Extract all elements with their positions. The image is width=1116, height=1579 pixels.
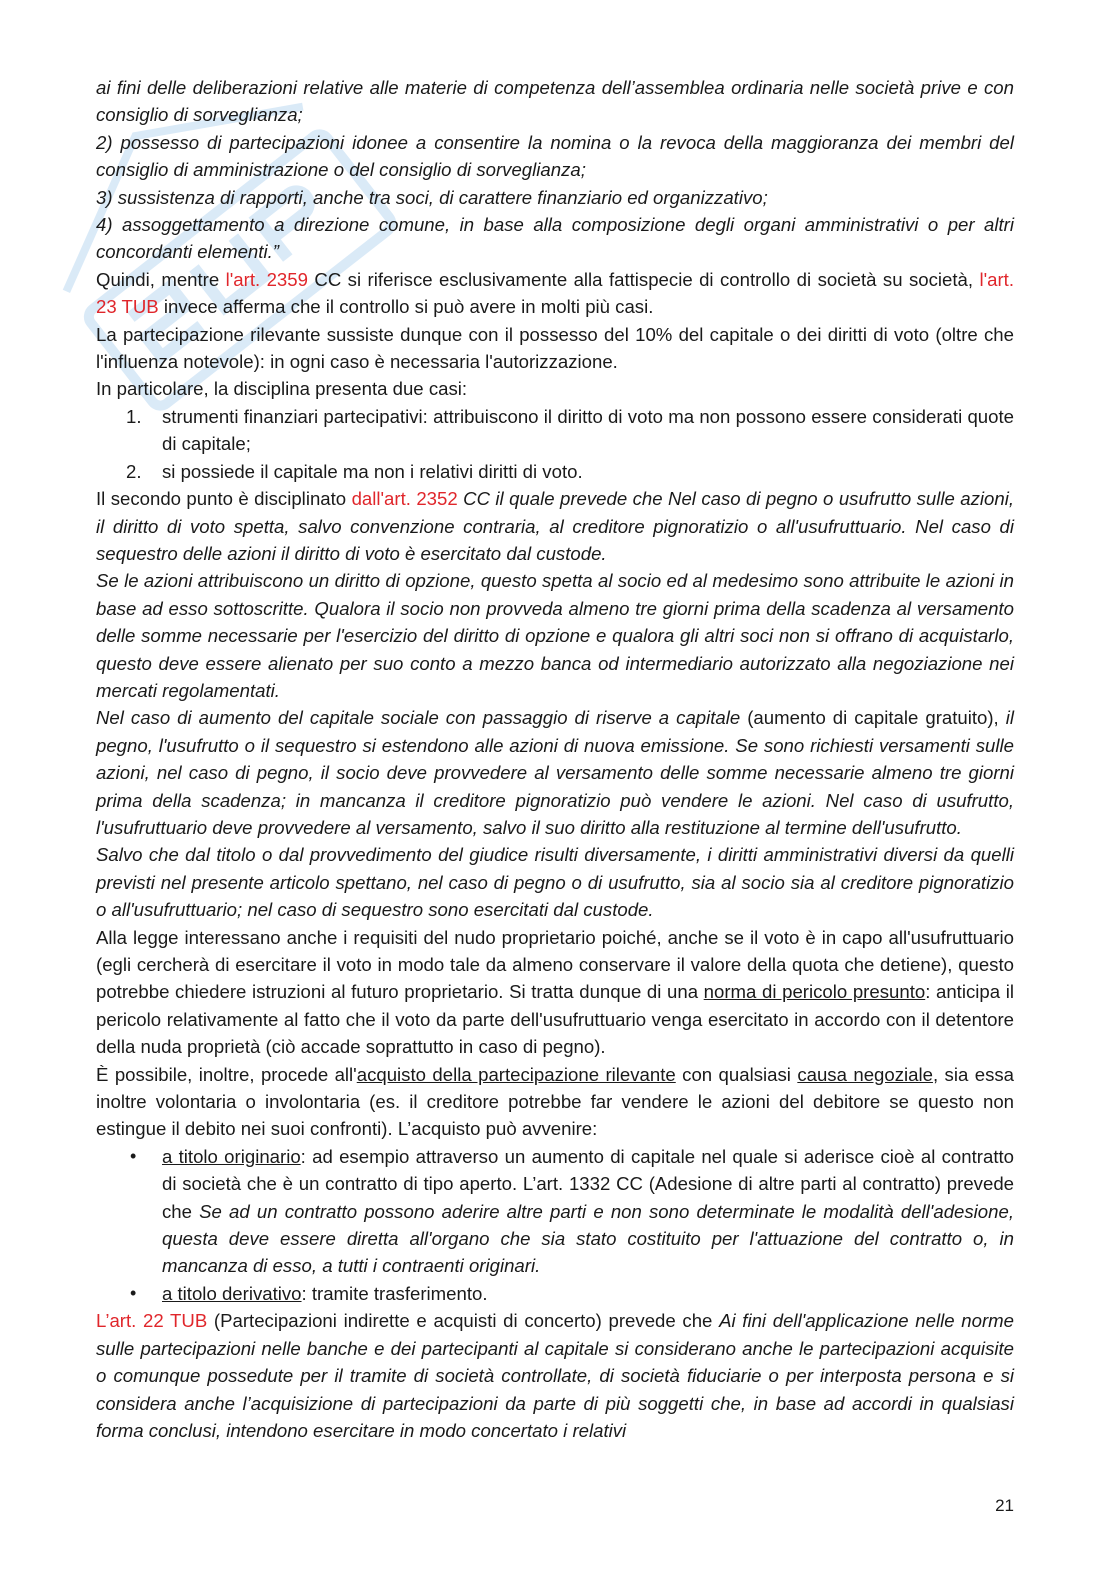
term-causa-negoziale: causa negoziale xyxy=(797,1063,933,1085)
term-titolo-derivativo: a titolo derivativo xyxy=(162,1282,302,1304)
article-reference-22-tub: L’art. 22 TUB xyxy=(96,1310,208,1332)
paragraph-aumento-capitale xyxy=(96,704,1014,841)
paragraph-diritto-opzione: Se le azioni attribuiscono un diritto di opzione, questo spetta al socio ed al medesimo sono attribuite le azioni in base ad esso sottoscritte. Qualora il socio non provveda almeno tre giorni prima della scadenza al versamento delle somme necessarie per l'esercizio del diritto di opzione e qualora gli altri soci non si offrano di acquistarlo, questo deve essere alienato per suo conto a mezzo banca od intermediario autorizzato alla negoziazione nei mercati regolamentati. xyxy=(96,570,1014,701)
list-item xyxy=(96,403,1014,458)
text: : anticipa il pericolo relativamente al fatto che il voto da parte dell'usufruttuario venga esercitato in accordo con il detentore della nuda proprietà (ciò accade soprattutto in caso di pegno). xyxy=(96,981,1014,1058)
text: Quindi, mentre xyxy=(96,268,226,290)
bullet-icon: • xyxy=(130,1282,137,1303)
text: (aumento di capitale gratuito), xyxy=(740,707,1006,729)
text: : tramite trasferimento. xyxy=(301,1282,488,1304)
text: il pegno, l'usufrutto o il sequestro si estendono alle azioni di nuova emissione. Se sono richiesti versamenti sulle azioni, nel caso di pegno, il socio deve provvedere al versamento delle somme necessarie almeno tre giorni prima della scadenza; in mancanza il creditore pignoratizio può vendere le azioni. Nel caso di usufrutto, l'usufruttuario deve provvedere al versamento, salvo il suo diritto alla restituzione al termine dell'usufrutto. xyxy=(96,707,1014,838)
text: dall'art. 2352 xyxy=(351,488,458,510)
paragraph-clause-1: ai fini delle deliberazioni relative alle materie di competenza dell’assemblea ordinaria nelle società prive e con consiglio di sorveglianza; xyxy=(96,77,1014,126)
paragraph-partecipazione-rilevante: La partecipazione rilevante sussiste dunque con il possesso del 10% del capitale o dei diritti di voto (oltre che l'influenza notevole): in ogni caso è necessaria l'autorizzazione. xyxy=(96,323,1014,373)
list-item-text: strumenti finanziari partecipativi: attribuiscono il diritto di voto ma non possono essere considerati quote di capitale; xyxy=(162,405,1014,455)
text: È possibile, inoltre, procede all' xyxy=(96,1063,357,1085)
paragraph-due-casi: In particolare, la disciplina presenta due casi: xyxy=(96,378,468,400)
list-marker: 2. xyxy=(126,460,142,482)
list-marker: 1. xyxy=(126,405,142,427)
text: Ai fini dell'applicazione nelle norme sulle partecipazioni nelle banche e dei partecipanti al capitale si considerano anche le partecipazioni acquisite o comunque possedute per il tramite di società controllate, di società fiduciarie o per interposta persona e si considera anche l’acquisizione di partecipazioni da parte di più soggetti che, in base ad accordi in qualsiasi forma conclusi, intendono esercitare in modo concertato i relativi xyxy=(96,1310,1014,1441)
text: : ad esempio attraverso un aumento di capitale nel quale si aderisce cioè al contratto di società che è un contratto di tipo aperto. L’art. 1332 CC (Adesione di altre parti al contratto) prevede che xyxy=(162,1145,1014,1222)
paragraph-quindi xyxy=(96,266,1014,321)
text: (Partecipazioni indirette e acquisti di concerto) prevede che xyxy=(207,1310,720,1332)
paragraph-clause-3: 3) sussistenza di rapporti, anche tra soci, di carattere finanziario ed organizzativo; xyxy=(96,186,768,208)
numbered-list xyxy=(96,403,1014,485)
paragraph-acquisto xyxy=(96,1061,1014,1143)
article-reference-2359: l'art. 2359 xyxy=(225,268,308,290)
paragraph-clause-2: 2) possesso di partecipazioni idonee a consentire la nomina o la revoca della maggioranza dei membri del consiglio di amministrazione o del consiglio di sorveglianza; xyxy=(96,131,1014,181)
term-acquisto-partecipazione: acquisto della partecipazione rilevante xyxy=(356,1063,676,1085)
paragraph-diritti-amministrativi: Salvo che dal titolo o dal provvedimento del giudice risulti diversamente, i diritti amministrativi diversi da quelli previsti nel presente articolo spettano, nel caso di pegno o di usufrutto, sia al socio sia al creditore pignoratizio o all'usufruttuario; nel caso di sequestro sono esercitati dal custode. xyxy=(96,844,1014,921)
text: CC si riferisce esclusivamente alla fattispecie di controllo di società su società, xyxy=(307,268,980,290)
text: , sia essa inoltre volontaria o involontaria (es. il creditore potrebbe far vendere le azioni del debitore se questo non estingue il debito nei suoi confronti). L’acquisto può avvenire: xyxy=(96,1063,1015,1140)
text: con qualsiasi xyxy=(675,1063,798,1085)
list-item xyxy=(96,1280,1014,1307)
paragraph-art-22-tub xyxy=(96,1307,1014,1444)
text: Se ad un contratto possono aderire altre parti e non sono determinate le modalità dell'adesione, questa deve essere diretta all'organo che sia stato costituito per l'attuazione del contratto o, in mancanza di esso, a tutti i contraenti originari. xyxy=(162,1200,1014,1277)
list-item xyxy=(96,458,1014,485)
term-titolo-originario: a titolo originario xyxy=(162,1145,301,1167)
term-norma-pericolo-presunto: norma di pericolo presunto xyxy=(703,981,926,1003)
paragraph-nudo-proprietario xyxy=(96,924,1014,1061)
text: Il secondo punto è disciplinato xyxy=(96,488,352,510)
text: Nel caso di aumento del capitale sociale con passaggio di riserve a capitale xyxy=(96,707,741,729)
text: CC il quale prevede che Nel caso di pegno o usufrutto sulle azioni, il diritto di voto spetta, salvo convenzione contraria, al creditore pignoratizio o all'usufruttuario. Nel caso di sequestro delle azioni il diritto di voto è esercitato dal custode. xyxy=(96,488,1014,564)
text: Alla legge interessano anche i requisiti del nudo proprietario poiché, anche se il voto è in capo all'usufruttuario (egli cercherà di esercitare il voto in modo tale da almeno conservare il valore della quota che detiene), questo potrebbe chiedere istruzioni al futuro proprietario. Si tratta dunque di una xyxy=(96,926,1014,1003)
article-reference-2352 xyxy=(352,488,458,509)
article-reference-23-tub: l'art. 23 TUB xyxy=(96,268,1014,318)
list-item-text: si possiede il capitale ma non i relativi diritti di voto. xyxy=(162,460,583,482)
document-page xyxy=(96,74,1014,1444)
text: invece afferma che il controllo si può avere in molti più casi. xyxy=(158,296,654,318)
bullet-icon: • xyxy=(130,1145,137,1166)
list-item xyxy=(96,1143,1014,1280)
paragraph-secondo-punto xyxy=(96,485,1014,567)
page-number: 21 xyxy=(995,1496,1014,1515)
bullet-list xyxy=(96,1143,1014,1307)
paragraph-clause-4: 4) assoggettamento a direzione comune, in base alla composizione degli organi amministrativi o per altri concordanti elementi.” xyxy=(96,214,1014,263)
